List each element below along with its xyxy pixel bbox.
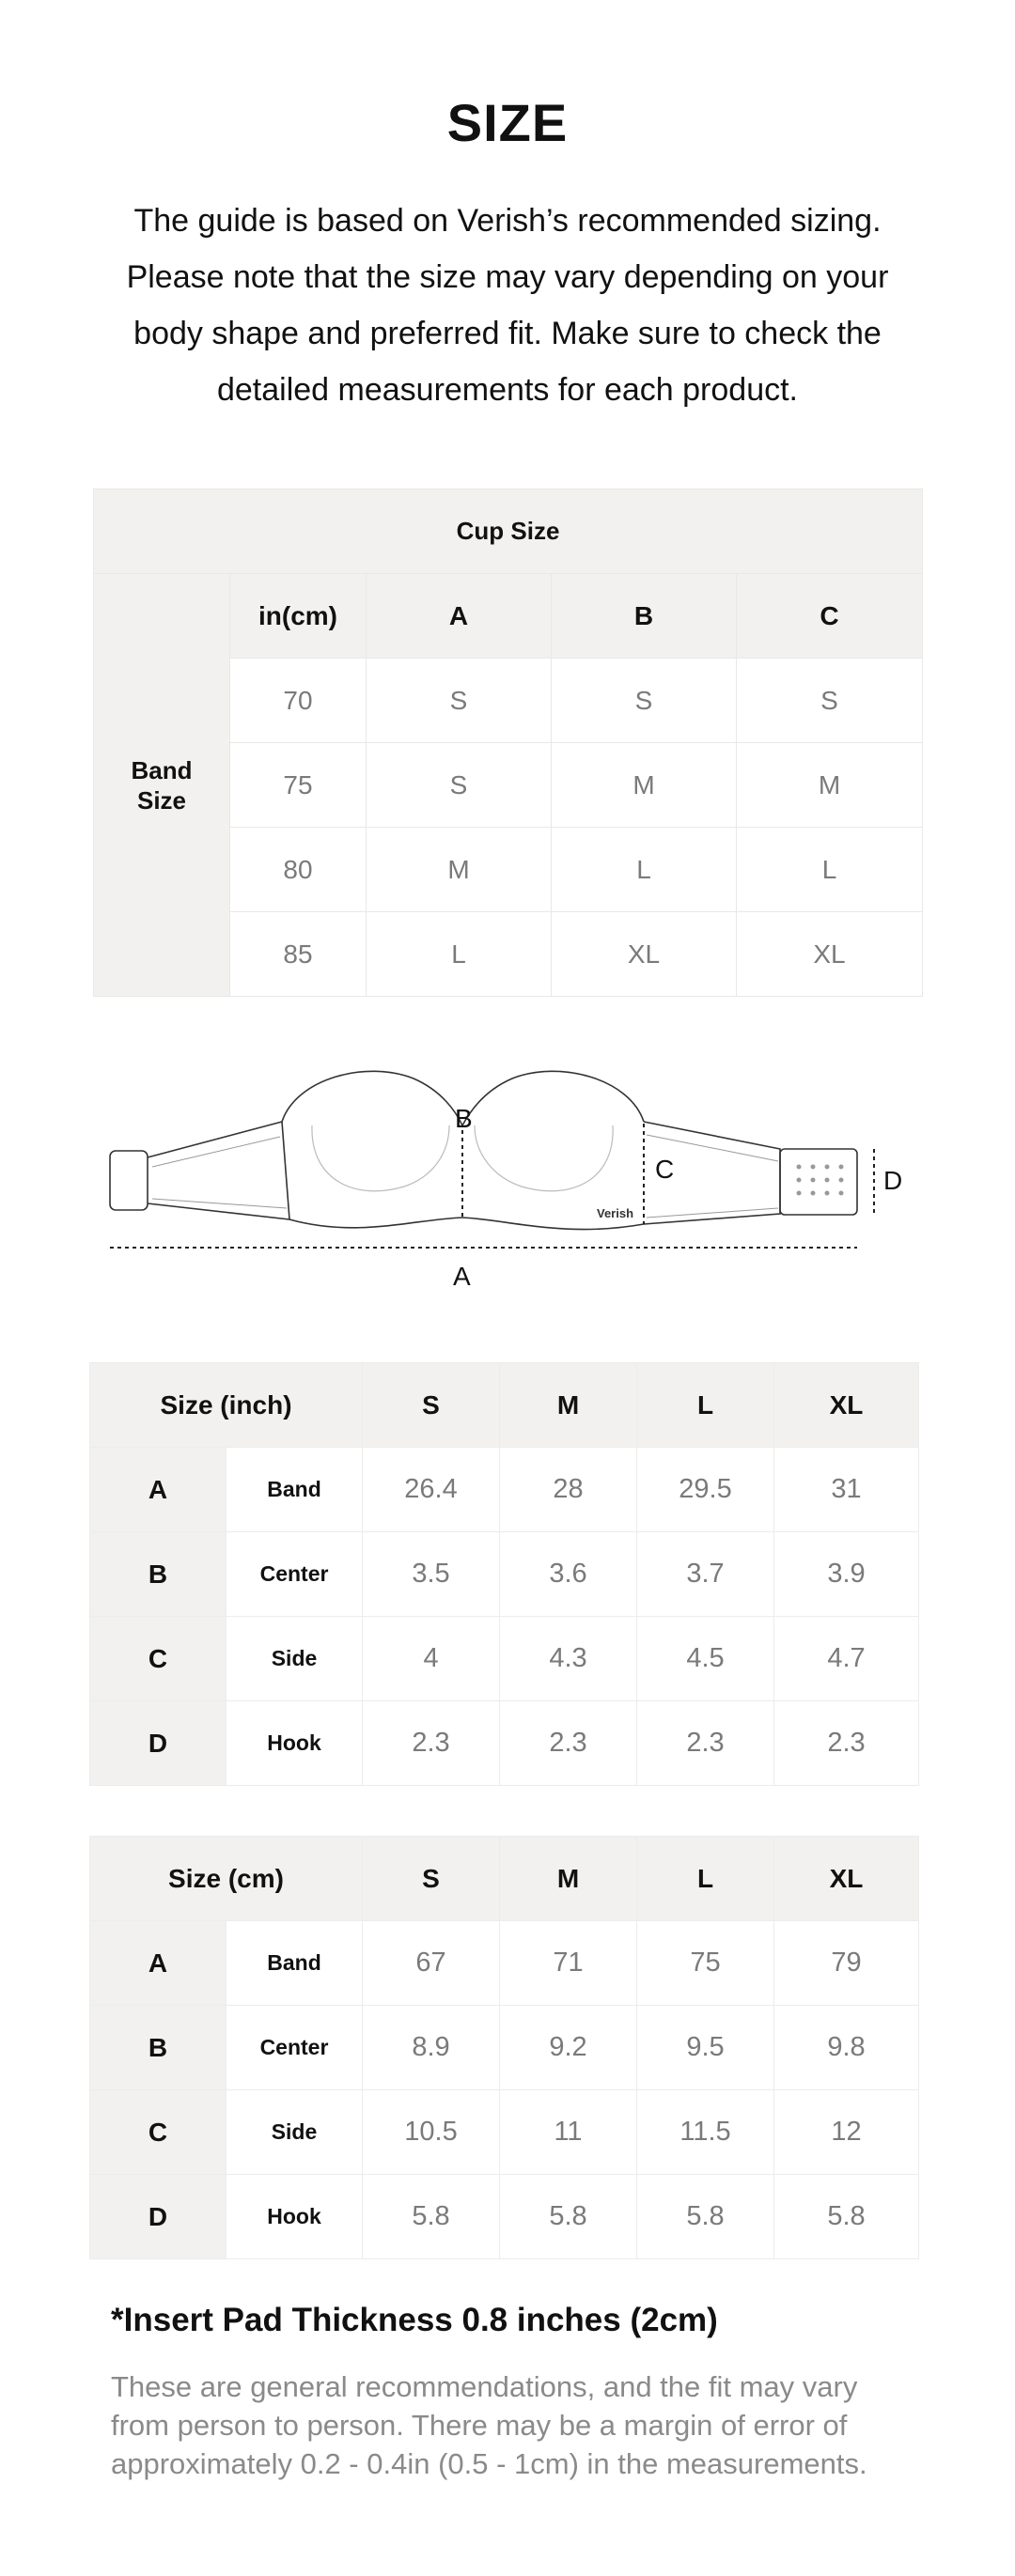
measure-name: Side	[226, 1617, 363, 1701]
band-value: 75	[230, 743, 367, 828]
size-header: XL	[774, 1363, 919, 1448]
measure-value: 79	[774, 1921, 919, 2006]
band-header-line: Size	[136, 785, 187, 815]
band-value: 70	[230, 659, 367, 743]
table-row	[90, 2006, 919, 2090]
cup-size-header: Cup Size	[94, 489, 923, 574]
page-title: SIZE	[446, 93, 569, 152]
intro-text	[75, 193, 940, 418]
measure-letter: A	[90, 1448, 226, 1532]
left-band-end	[110, 1151, 148, 1210]
measure-letter: C	[90, 2090, 226, 2175]
size-cell: L	[737, 828, 923, 912]
table-row	[90, 1837, 919, 1921]
left-band	[148, 1122, 289, 1219]
band-value: 85	[230, 912, 367, 997]
disclaimer-line: from person to person. There may be a margin of error of	[111, 2409, 848, 2442]
size-header: S	[363, 1363, 500, 1448]
size-cell: S	[367, 659, 552, 743]
size-cell: S	[367, 743, 552, 828]
measure-value: 5.8	[637, 2175, 774, 2259]
cup-size-table	[93, 489, 923, 997]
intro-line: Please note that the size may vary depending on your	[126, 259, 889, 295]
intro-line: body shape and preferred fit. Make sure to check the	[133, 316, 882, 351]
intro-line: detailed measurements for each product.	[216, 372, 798, 408]
measure-name: Center	[226, 1532, 363, 1617]
size-header: S	[363, 1837, 500, 1921]
measure-value: 8.9	[363, 2006, 500, 2090]
measure-letter: B	[90, 1532, 226, 1617]
measure-letter: B	[90, 2006, 226, 2090]
table-row	[94, 574, 923, 659]
measure-value: 67	[363, 1921, 500, 2006]
size-cell: M	[552, 743, 737, 828]
measure-value: 5.8	[500, 2175, 637, 2259]
hook-eyes	[797, 1165, 844, 1196]
size-cell: XL	[552, 912, 737, 997]
disclaimer-line: approximately 0.2 - 0.4in (0.5 - 1cm) in the measurements.	[111, 2447, 867, 2480]
measure-value: 5.8	[774, 2175, 919, 2259]
measure-value: 71	[500, 1921, 637, 2006]
measure-value: 10.5	[363, 2090, 500, 2175]
measure-value: 4.7	[774, 1617, 919, 1701]
size-cell: L	[552, 828, 737, 912]
size-cell: M	[737, 743, 923, 828]
measure-value: 3.5	[363, 1532, 500, 1617]
table-row	[90, 2090, 919, 2175]
table-row	[90, 1363, 919, 1448]
measure-name: Center	[226, 2006, 363, 2090]
size-cell: L	[367, 912, 552, 997]
center-band	[289, 1218, 644, 1230]
table-row	[90, 2175, 919, 2259]
measure-value: 3.6	[500, 1532, 637, 1617]
cup-header-cell: A	[367, 574, 552, 659]
measure-name: Hook	[226, 1701, 363, 1786]
measure-value: 4	[363, 1617, 500, 1701]
inch-size-table	[89, 1362, 919, 1786]
measure-value: 2.3	[500, 1701, 637, 1786]
intro-line: The guide is based on Verish’s recommended sizing.	[133, 203, 882, 239]
measure-value: 3.7	[637, 1532, 774, 1617]
size-header: M	[500, 1837, 637, 1921]
measure-value: 31	[774, 1448, 919, 1532]
label-a: A	[453, 1262, 471, 1291]
cup-header-cell: C	[737, 574, 923, 659]
fit-disclaimer	[111, 2367, 919, 2483]
measure-name: Band	[226, 1448, 363, 1532]
measure-name: Band	[226, 1921, 363, 2006]
measure-value: 11	[500, 2090, 637, 2175]
table-row	[90, 1617, 919, 1701]
label-c: C	[655, 1155, 675, 1184]
measure-value: 11.5	[637, 2090, 774, 2175]
measure-value: 28	[500, 1448, 637, 1532]
measure-letter: D	[90, 1701, 226, 1786]
size-cell: XL	[737, 912, 923, 997]
size-header: L	[637, 1837, 774, 1921]
hook-panel	[780, 1149, 857, 1215]
cup-header-cell: B	[552, 574, 737, 659]
pad-thickness-note: *Insert Pad Thickness 0.8 inches (2cm)	[111, 2302, 718, 2338]
measure-value: 29.5	[637, 1448, 774, 1532]
disclaimer-line: These are general recommendations, and the fit may vary	[111, 2370, 858, 2403]
size-header: XL	[774, 1837, 919, 1921]
measure-value: 5.8	[363, 2175, 500, 2259]
size-cell: M	[367, 828, 552, 912]
measure-value: 9.5	[637, 2006, 774, 2090]
bra-diagram	[94, 1060, 921, 1295]
measure-value: 2.3	[637, 1701, 774, 1786]
measure-letter: D	[90, 2175, 226, 2259]
measure-letter: A	[90, 1921, 226, 2006]
measure-value: 12	[774, 2090, 919, 2175]
unit-header: in(cm)	[230, 574, 367, 659]
measure-value: 26.4	[363, 1448, 500, 1532]
size-cell: S	[737, 659, 923, 743]
table-header: Size (cm)	[90, 1837, 363, 1921]
measure-name: Hook	[226, 2175, 363, 2259]
measure-name: Side	[226, 2090, 363, 2175]
table-row	[90, 1532, 919, 1617]
measure-value: 4.5	[637, 1617, 774, 1701]
label-d: D	[883, 1166, 903, 1195]
table-row	[90, 1701, 919, 1786]
measure-value: 3.9	[774, 1532, 919, 1617]
measure-value: 75	[637, 1921, 774, 2006]
label-b: B	[455, 1104, 473, 1133]
measure-value: 9.8	[774, 2006, 919, 2090]
cm-size-table	[89, 1836, 919, 2259]
size-cell: S	[552, 659, 737, 743]
size-header: M	[500, 1363, 637, 1448]
size-header: L	[637, 1363, 774, 1448]
table-row	[94, 489, 923, 574]
brand-logo: Verish	[597, 1206, 634, 1220]
band-size-header	[94, 574, 230, 997]
table-header: Size (inch)	[90, 1363, 363, 1448]
measure-value: 9.2	[500, 2006, 637, 2090]
measure-value: 2.3	[774, 1701, 919, 1786]
band-header-line: Band	[131, 755, 193, 784]
measure-value: 2.3	[363, 1701, 500, 1786]
band-value: 80	[230, 828, 367, 912]
table-row	[90, 1921, 919, 2006]
table-row	[90, 1448, 919, 1532]
measure-value: 4.3	[500, 1617, 637, 1701]
measure-letter: C	[90, 1617, 226, 1701]
